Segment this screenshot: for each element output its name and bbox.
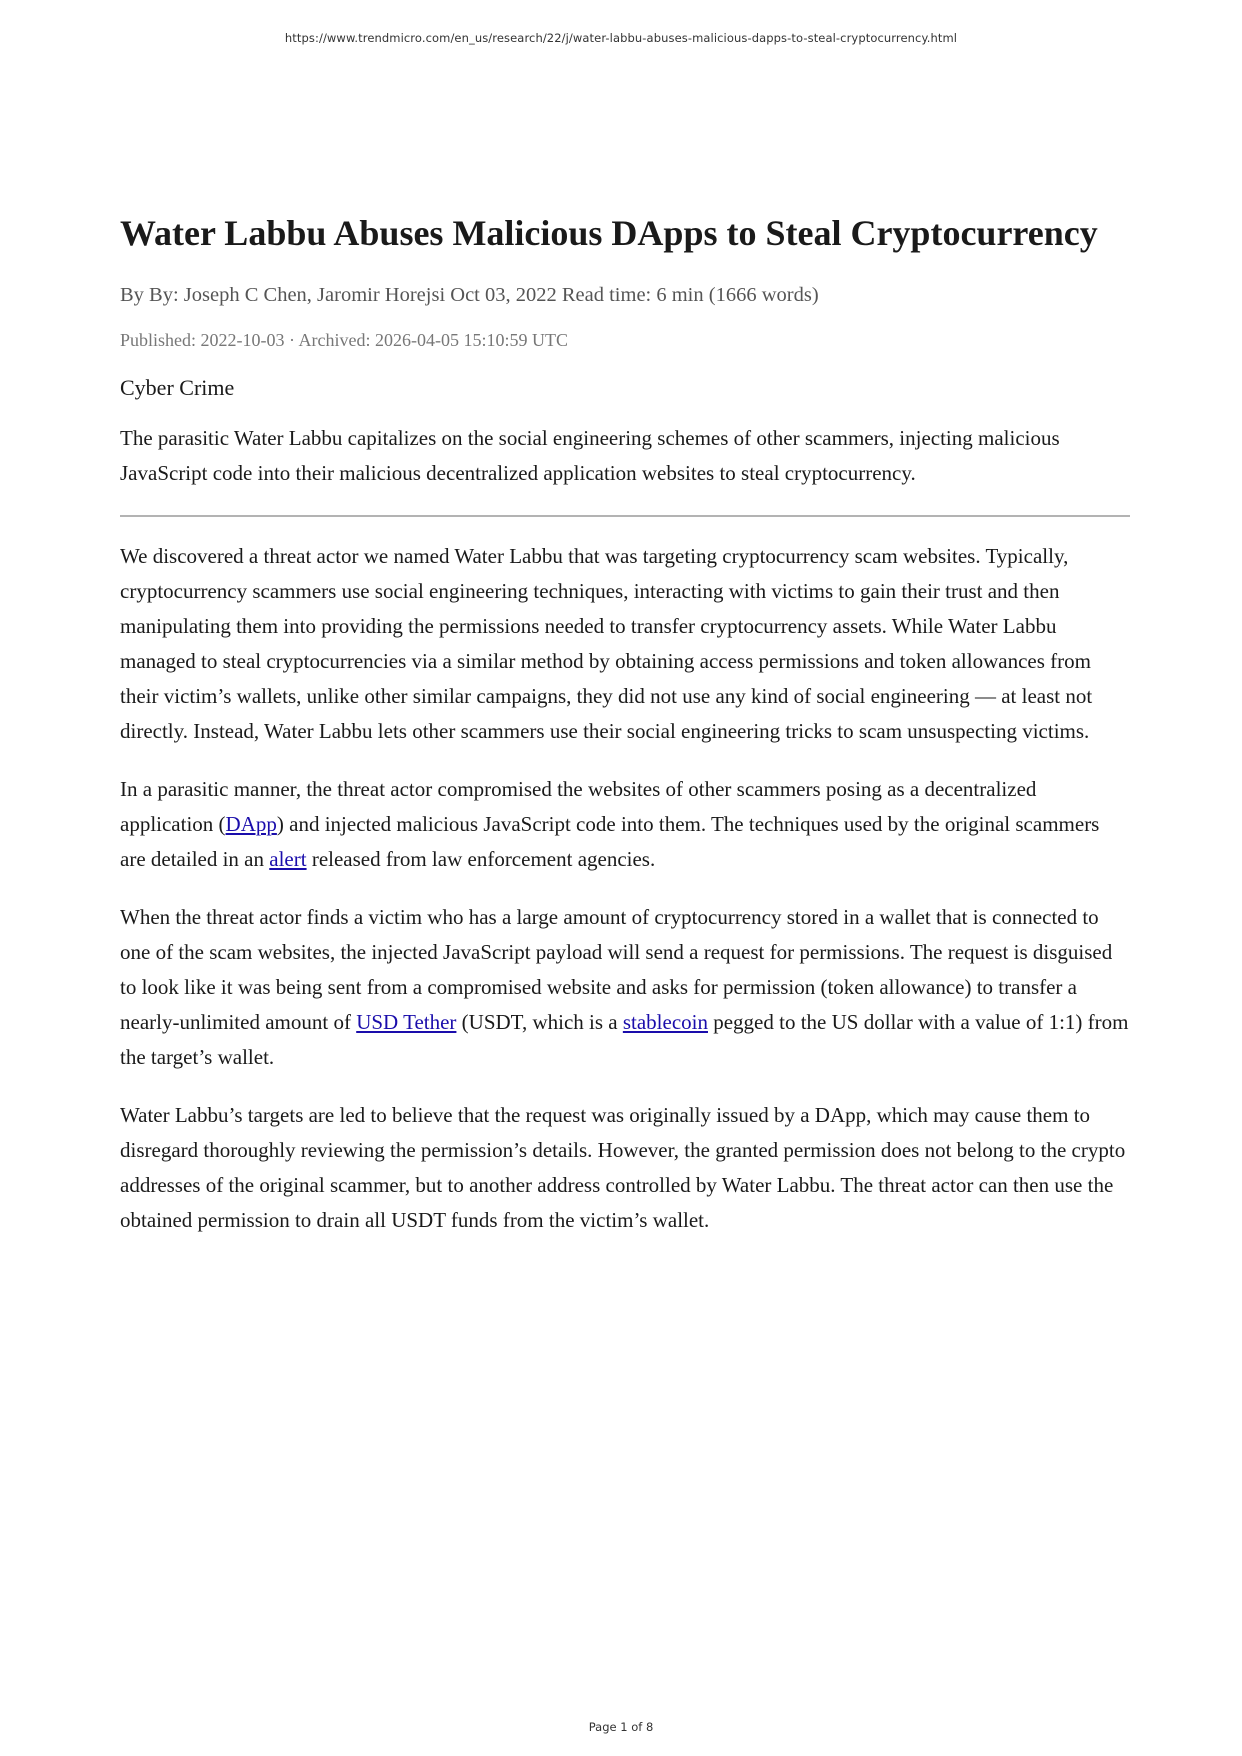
article-published-archived: Published: 2022-10-03 · Archived: 2026-04-05 15:10:59 UTC — [120, 329, 568, 350]
paragraph-2-text-3: released from law enforcement agencies. — [306, 846, 656, 871]
paragraph-3 — [120, 900, 1130, 1075]
page-url-header: https://www.trendmicro.com/en_us/research/22/j/water-labbu-abuses-malicious-dapps-to-steal-cryptocurrency.html — [284, 31, 958, 45]
paragraph-2 — [120, 772, 1130, 877]
paragraph-1: We discovered a threat actor we named Water Labbu that was targeting cryptocurrency scam websites. Typically, cryptocurrency scammers use social engineering techniques, interacting with victims to gain their trust and then manipulating them into providing the permissions needed to transfer cryptocurrency assets. While Water Labbu managed to steal cryptocurrencies via a similar method by obtaining access permissions and token allowances from their victim’s wallets, unlike other similar campaigns, they did not use any kind of social engineering — at least not directly. Instead, Water Labbu lets other scammers use their social engineering tricks to scam unsuspecting victims. — [120, 543, 1093, 743]
alert-link[interactable]: alert — [269, 846, 307, 871]
section-divider — [120, 515, 1130, 517]
paragraph-3-text-3: pegged to the US dollar with a value of 1:1) from the target’s wallet. — [120, 1009, 1129, 1069]
usd-tether-link[interactable]: USD Tether — [356, 1009, 457, 1034]
page-number: Page 1 of 8 — [588, 1720, 654, 1734]
article-title: Water Labbu Abuses Malicious DApps to Steal Cryptocurrency — [120, 213, 1098, 253]
stablecoin-link[interactable]: stablecoin — [622, 1009, 708, 1034]
dapp-link[interactable]: DApp — [225, 811, 277, 836]
article-summary: The parasitic Water Labbu capitalizes on the social engineering schemes of other scammers, injecting malicious JavaScript code into their malicious decentralized application websites to steal cryptocurrency. — [120, 425, 1060, 485]
article-content — [120, 212, 1130, 1238]
paragraph-3-text-2: (USDT, which is a — [456, 1009, 623, 1034]
paragraph-3-text-1: When the threat actor finds a victim who has a large amount of cryptocurrency stored in a wallet that is connected to one of the scam websites, the injected JavaScript payload will send a request for permissions. The request is disguised to look like it was being sent from a compromised website and asks for permission (token allowance) to transfer a nearly-unlimited amount of — [120, 904, 1113, 1034]
article-byline: By By: Joseph C Chen, Jaromir Horejsi Oct 03, 2022 Read time: 6 min (1666 words) — [120, 284, 819, 307]
paragraph-4: Water Labbu’s targets are led to believe that the request was originally issued by a DApp, which may cause them to disregard thoroughly reviewing the permission’s details. However, the granted permission does not belong to the crypto addresses of the original scammer, but to another address controlled by Water Labbu. The threat actor can then use the obtained permission to drain all USDT funds from the victim’s wallet. — [120, 1102, 1126, 1232]
article-category: Cyber Crime — [120, 375, 235, 401]
paragraph-2-text-2: ) and injected malicious JavaScript code into them. The techniques used by the original scammers are detailed in an — [120, 811, 1100, 871]
paragraph-2-text-1: In a parasitic manner, the threat actor compromised the websites of other scammers posing as a decentralized application ( — [120, 776, 1037, 836]
